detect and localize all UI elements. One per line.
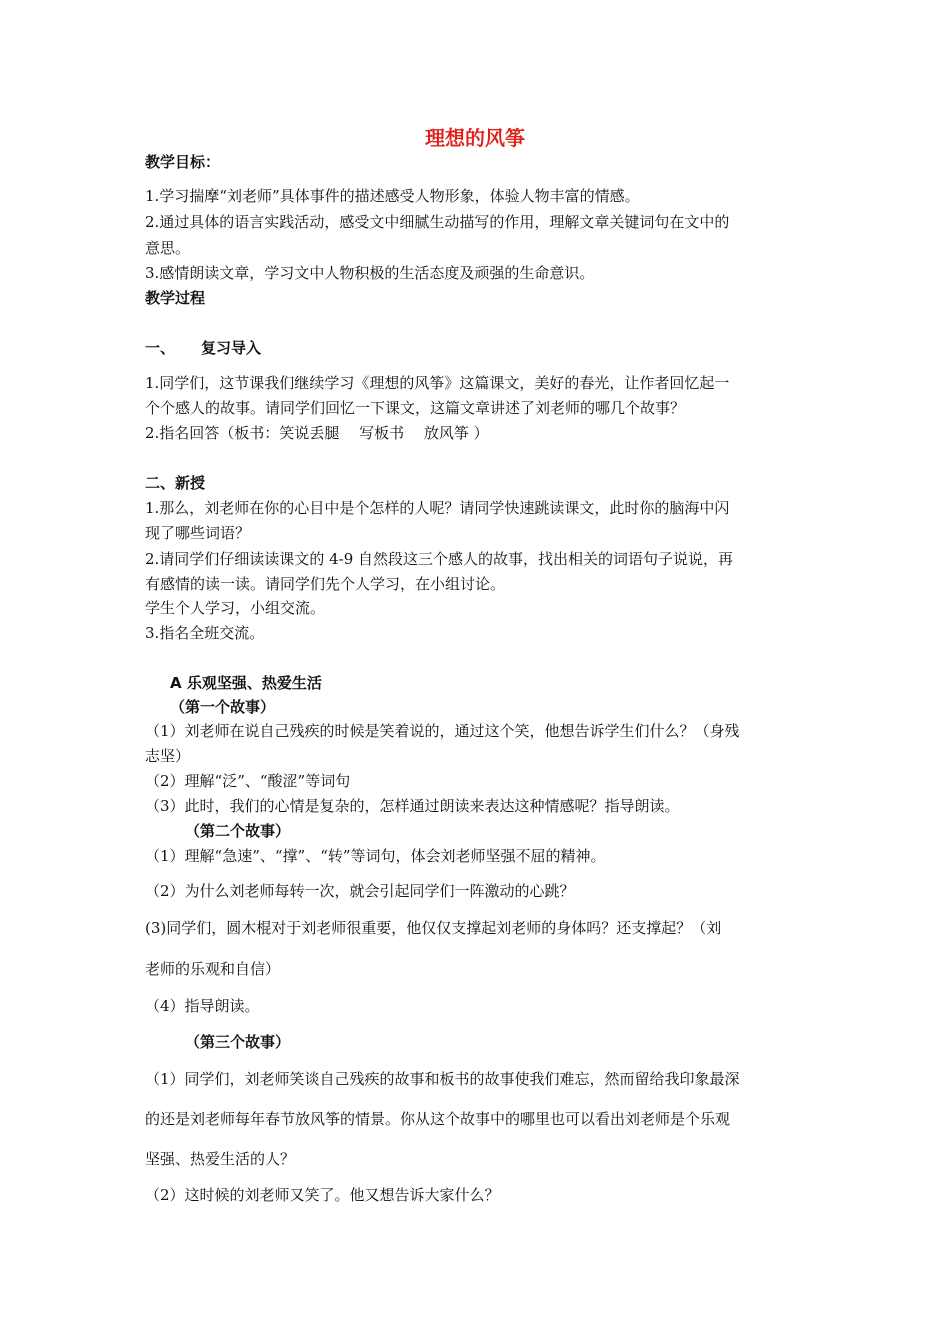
goal-line: 1.学习揣摩“刘老师”具体事件的描述感受人物形象，体验人物丰富的情感。: [145, 187, 640, 205]
goal-line: 意思。: [145, 239, 191, 257]
section1-line: 2.指名回答（板书：笑说丢腿 写板书 放风筝 ）: [145, 424, 489, 442]
subsection-a-heading: A 乐观坚强、热爱生活: [170, 674, 322, 692]
section2-line: 3.指名全班交流。: [145, 624, 265, 642]
section2-line: 学生个人学习，小组交流。: [145, 599, 326, 617]
story3-line: （1）同学们，刘老师笑谈自己残疾的故事和板书的故事使我们难忘，然而留给我印象最深: [145, 1070, 740, 1088]
story3-line: 的还是刘老师每年春节放风筝的情景。你从这个故事中的哪里也可以看出刘老师是个乐观: [145, 1110, 731, 1128]
story1-line: （2）理解“泛”、“酸涩”等词句: [145, 772, 351, 790]
goal-line: 3.感情朗读文章，学习文中人物积极的生活态度及顽强的生命意识。: [145, 264, 595, 282]
section2-line: 2.请同学们仔细读读课文的 4-9 自然段这三个感人的故事，找出相关的词语句子说说，再: [145, 550, 734, 568]
section1-line: 1.同学们，这节课我们继续学习《理想的风筝》这篇课文，美好的春光，让作者回忆起一: [145, 374, 730, 392]
story2-line: （2）为什么刘老师每转一次，就会引起同学们一阵激动的心跳？: [145, 882, 575, 900]
story2-line: (3)同学们，圆木棍对于刘老师很重要，他仅仅支撑起刘老师的身体吗？还支撑起？（刘: [145, 919, 722, 937]
story3-line: 坚强、热爱生活的人？: [145, 1150, 296, 1168]
story1-heading: （第一个故事）: [170, 698, 276, 716]
goals-heading: 教学目标：: [145, 153, 221, 171]
section2-line: 现了哪些词语？: [145, 524, 251, 542]
story2-line: （1）理解“急速”、“撑”、“转”等词句，体会刘老师坚强不屈的精神。: [145, 847, 606, 865]
story1-line: 志坚）: [145, 747, 191, 765]
process-heading: 教学过程: [145, 289, 206, 307]
section2-line: 有感情的读一读。请同学们先个人学习，在小组讨论。: [145, 575, 506, 593]
story1-line: （3）此时，我们的心情是复杂的，怎样通过朗读来表达这种情感呢？指导朗读。: [145, 797, 680, 815]
story3-heading: （第三个故事）: [185, 1033, 291, 1051]
section2-heading: 二、新授: [145, 474, 206, 492]
section2-line: 1.那么，刘老师在你的心目中是个怎样的人呢？请同学快速跳读课文，此时你的脑海中闪: [145, 499, 730, 517]
section1-number: 一、: [145, 339, 176, 357]
section1-line: 个个感人的故事。请同学们回忆一下课文，这篇文章讲述了刘老师的哪几个故事？: [145, 399, 686, 417]
story2-line: （4）指导朗读。: [145, 997, 260, 1015]
story3-line: （2）这时候的刘老师又笑了。他又想告诉大家什么？: [145, 1186, 500, 1204]
story2-line: 老师的乐观和自信）: [145, 960, 281, 978]
section1-heading: [145, 338, 810, 358]
section1-title: 复习导入: [201, 339, 262, 357]
story2-heading: （第二个故事）: [185, 822, 291, 840]
goal-line: 2.通过具体的语言实践活动，感受文中细腻生动描写的作用，理解文章关键词句在文中的: [145, 213, 730, 231]
story1-line: （1）刘老师在说自己残疾的时候是笑着说的，通过这个笑，他想告诉学生们什么？（身残: [145, 722, 740, 740]
document-title: 理想的风筝: [425, 126, 525, 150]
